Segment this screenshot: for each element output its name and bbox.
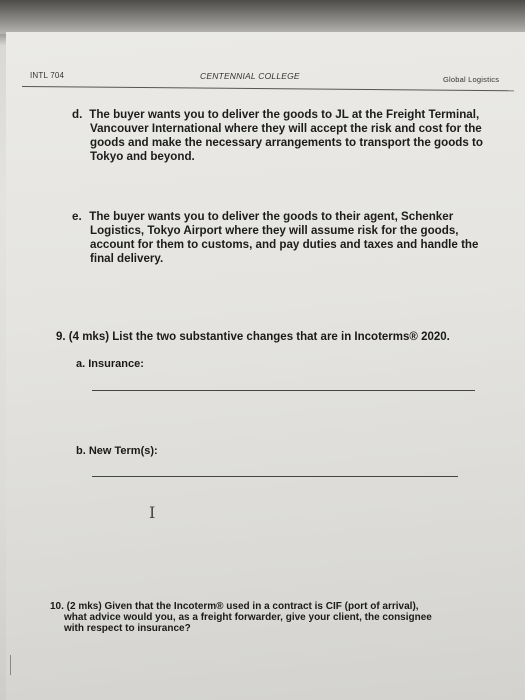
program-name: Global Logistics bbox=[443, 75, 500, 84]
answer-line-a[interactable] bbox=[92, 390, 475, 391]
item-d-line-2: Vancouver International where they will accept the risk and cost for the bbox=[90, 122, 482, 135]
question-9b-label: b. New Term(s): bbox=[76, 445, 158, 457]
question-10-line-1: 10. (2 mks) Given that the Incoterm® used in a contract is CIF (port of arrival), bbox=[50, 601, 419, 612]
course-code: INTL 704 bbox=[30, 71, 65, 80]
item-e-line-2: Logistics, Tokyo Airport where they will assume risk for the goods, bbox=[90, 224, 459, 237]
margin-mark bbox=[10, 655, 11, 675]
question-9: 9. (4 mks) List the two substantive changes that are in Incoterms® 2020. bbox=[56, 331, 450, 343]
top-edge-shadow bbox=[0, 0, 525, 34]
question-10-line-3: with respect to insurance? bbox=[64, 623, 191, 634]
item-e-line-4: final delivery. bbox=[90, 252, 164, 265]
text-cursor-icon: I bbox=[149, 503, 156, 522]
item-e bbox=[72, 210, 453, 224]
question-10-line-2: what advice would you, as a freight forwarder, give your client, the consignee bbox=[64, 612, 432, 623]
question-9a-label: a. Insurance: bbox=[76, 358, 144, 370]
item-d-line-4: Tokyo and beyond. bbox=[90, 150, 195, 163]
item-d-label: d. bbox=[72, 108, 83, 121]
item-e-label: e. bbox=[72, 210, 82, 223]
item-e-line-3: account for them to customs, and pay duties and taxes and handle the bbox=[90, 238, 479, 251]
item-d-line-3: goods and make the necessary arrangements to transport the goods to bbox=[90, 136, 483, 149]
item-d bbox=[72, 108, 479, 122]
item-d-line-1: The buyer wants you to deliver the goods to JL at the Freight Terminal, bbox=[89, 108, 480, 121]
college-name: CENTENNIAL COLLEGE bbox=[200, 71, 300, 81]
item-e-line-1: The buyer wants you to deliver the goods to their agent, Schenker bbox=[89, 210, 454, 223]
answer-line-b[interactable] bbox=[92, 476, 458, 477]
